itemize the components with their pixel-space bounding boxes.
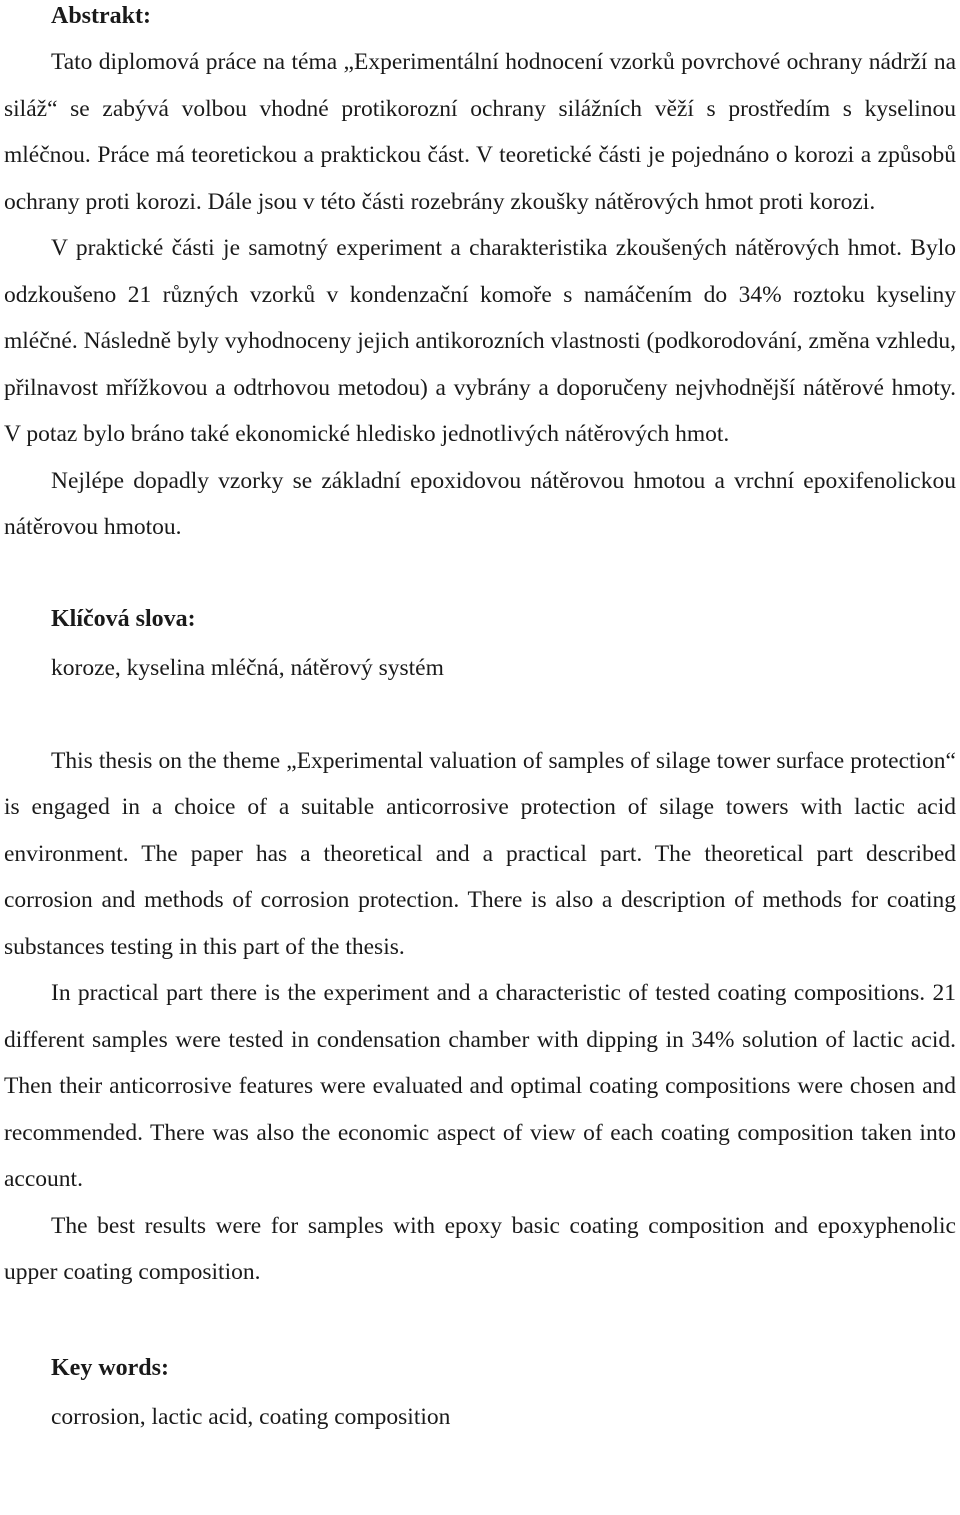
abstract-heading: Abstrakt: xyxy=(51,3,151,29)
abstract-czech-paragraph-1: Tato diplomová práce na téma „Experimentální hodnocení vzorků povrchové ochrany nádrží na siláž“ se zabývá volbou vhodné protikorozní ochrany silážních věží s prostředím s kyselinou mléčnou. Práce má teoretickou a praktickou část. V teoretické části je pojednáno o korozi a způsobů ochrany proti korozi. Dále jsou v této části rozebrány zkoušky nátěrových hmot proti korozi. xyxy=(4,49,956,215)
document-page xyxy=(4,0,956,1432)
keywords-czech-text: koroze, kyselina mléčná, nátěrový systém xyxy=(51,654,444,681)
keywords-czech-heading: Klíčová slova: xyxy=(51,605,196,632)
abstract-english-paragraph-2: In practical part there is the experiment and a characteristic of tested coating compositions. 21 different samples were tested in condensation chamber with dipping in 34% solution of lactic acid. Then their anticorrosive features were evaluated and optimal coating compositions were chosen and recommended. There was also the economic aspect of view of each coating composition taken into account. xyxy=(4,980,956,1192)
abstract-czech-paragraph-2: V praktické části je samotný experiment a charakteristika zkoušených nátěrových hmot. Bylo odzkoušeno 21 různých vzorků v kondenzační komoře s namáčením do 34% roztoku kyseliny mléčné. Následně byly vyhodnoceny jejich antikorozních vlastnosti (podkorodování, změna vzhledu, přilnavost mřížkovou a odtrhovou metodou) a vybrány a doporučeny nejvhodnější nátěrové hmoty. V potaz bylo bráno také ekonomické hledisko jednotlivých nátěrových hmot. xyxy=(4,235,956,447)
abstract-czech-paragraph-3: Nejlépe dopadly vzorky se základní epoxidovou nátěrovou hmotou a vrchní epoxifenolickou nátěrovou hmotou. xyxy=(4,467,956,540)
keywords-english-heading: Key words: xyxy=(51,1354,169,1381)
abstract-english xyxy=(4,738,956,1296)
keywords-english-text: corrosion, lactic acid, coating composition xyxy=(51,1403,451,1430)
abstract-english-paragraph-3: The best results were for samples with epoxy basic coating composition and epoxyphenolic upper coating composition. xyxy=(4,1212,956,1285)
abstract-english-paragraph-1: This thesis on the theme „Experimental valuation of samples of silage tower surface protection“ is engaged in a choice of a suitable anticorrosive protection of silage towers with lactic acid environment. The paper has a theoretical and a practical part. The theoretical part described corrosion and methods of corrosion protection. There is also a description of methods for coating substances testing in this part of the thesis. xyxy=(4,747,956,960)
abstract-czech xyxy=(4,39,956,551)
